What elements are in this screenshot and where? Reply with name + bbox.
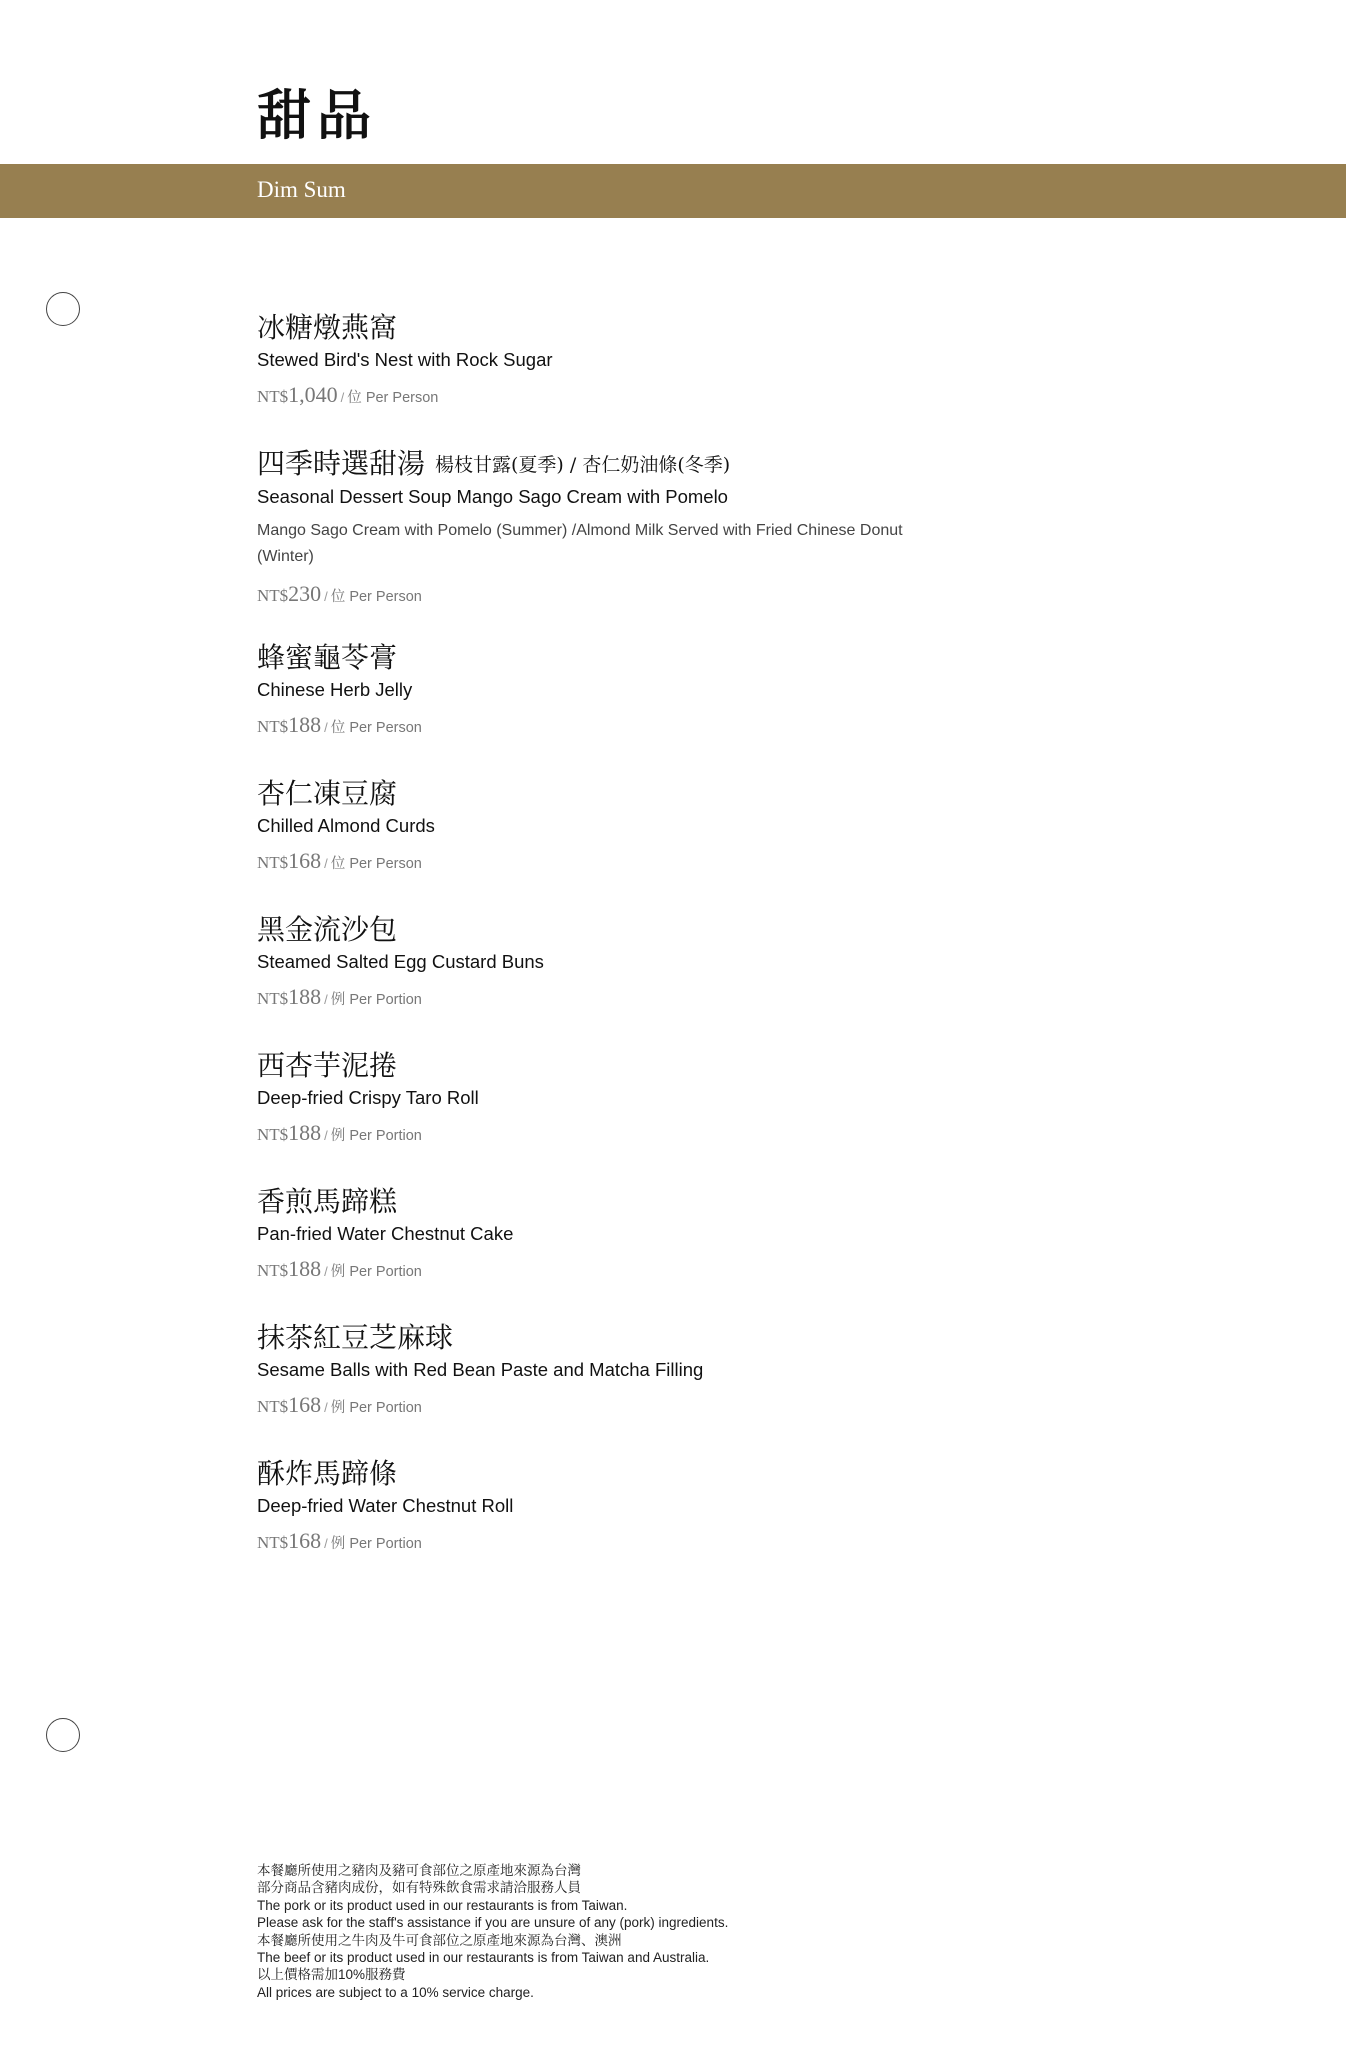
item-en-name: Chinese Herb Jelly	[257, 679, 413, 700]
footer-line: Please ask for the staff's assistance if you are unsure of any (pork) ingredients.	[257, 1915, 729, 1931]
item-description: Mango Sago Cream with Pomelo (Summer) /Almond Milk Served with Fried Chinese Donut (Winter)	[257, 522, 903, 565]
price-currency: NT$	[257, 1261, 289, 1280]
section-label: Dim Sum	[257, 177, 346, 202]
price-value: 1,040	[288, 382, 338, 407]
price-currency: NT$	[257, 1397, 289, 1416]
item-price: NT$230 / 位 Per Person	[257, 581, 422, 606]
binder-hole-bottom	[46, 1718, 80, 1752]
menu-item	[257, 1322, 1157, 1420]
item-zh-name: 香煎馬蹄糕	[257, 1185, 398, 1218]
price-value: 168	[288, 1528, 322, 1553]
binder-hole-top	[46, 292, 80, 326]
item-price: NT$188 / 例 Per Portion	[257, 984, 422, 1009]
item-price: NT$168 / 例 Per Portion	[257, 1528, 422, 1553]
price-currency: NT$	[257, 1533, 289, 1552]
item-price: NT$168 / 位 Per Person	[257, 848, 422, 873]
item-en-name: Deep-fried Crispy Taro Roll	[257, 1087, 479, 1108]
item-en-name: Sesame Balls with Red Bean Paste and Matcha Filling	[257, 1359, 704, 1380]
item-en-name: Pan-fried Water Chestnut Cake	[257, 1223, 514, 1244]
item-zh-subtitle: 楊枝甘露(夏季) / 杏仁奶油條(冬季)	[435, 454, 731, 476]
menu-item	[257, 312, 1157, 410]
price-unit: 位 Per Person	[330, 856, 422, 872]
item-en-name: Chilled Almond Curds	[257, 815, 435, 836]
price-unit: 位 Per Person	[330, 720, 422, 736]
price-value: 230	[288, 581, 322, 606]
menu-item	[257, 778, 1157, 876]
price-unit: 例 Per Portion	[330, 1264, 422, 1280]
footer-line: All prices are subject to a 10% service charge.	[257, 1984, 534, 2000]
price-unit: 位 Per Person	[330, 589, 422, 605]
footer-line: 以上價格需加10%服務費	[257, 1967, 406, 1983]
menu-item	[257, 914, 1157, 1012]
price-unit: 例 Per Portion	[330, 992, 422, 1008]
price-currency: NT$	[257, 853, 289, 872]
item-zh-name: 杏仁凍豆腐	[257, 777, 398, 810]
price-currency: NT$	[257, 586, 289, 605]
price-currency: NT$	[257, 387, 289, 406]
footer-line: The beef or its product used in our restaurants is from Taiwan and Australia.	[257, 1950, 710, 1966]
price-value: 188	[288, 1120, 322, 1145]
price-currency: NT$	[257, 1125, 289, 1144]
item-zh-name: 西杏芋泥捲	[257, 1049, 398, 1082]
footer-notes	[257, 1862, 1157, 2001]
item-price: NT$188 / 例 Per Portion	[257, 1256, 422, 1281]
price-value: 168	[288, 1392, 322, 1417]
footer-line: 部分商品含豬肉成份，如有特殊飲食需求請洽服務人員	[257, 1880, 581, 1896]
item-price: NT$188 / 位 Per Person	[257, 712, 422, 737]
item-en-name: Stewed Bird's Nest with Rock Sugar	[257, 349, 553, 370]
item-zh-name: 黑金流沙包	[257, 913, 398, 946]
item-en-name: Deep-fried Water Chestnut Roll	[257, 1495, 514, 1516]
price-unit: 例 Per Portion	[330, 1400, 422, 1416]
item-zh-name: 蜂蜜龜苓膏	[257, 641, 398, 674]
item-price: NT$188 / 例 Per Portion	[257, 1120, 422, 1145]
menu-item	[257, 1050, 1157, 1148]
section-band	[0, 164, 1346, 218]
price-unit: 例 Per Portion	[330, 1128, 422, 1144]
price-value: 168	[288, 848, 322, 873]
footer-line: The pork or its product used in our restaurants is from Taiwan.	[257, 1897, 628, 1913]
page-title: 甜品	[257, 83, 377, 147]
price-value: 188	[288, 984, 322, 1009]
item-zh-name	[257, 448, 1157, 481]
footer-line: 本餐廳所使用之牛肉及牛可食部位之原產地來源為台灣、澳洲	[257, 1932, 622, 1948]
menu-item	[257, 1458, 1157, 1556]
item-zh-name: 抹茶紅豆芝麻球	[257, 1321, 454, 1354]
item-price: NT$1,040 / 位 Per Person	[257, 382, 439, 407]
price-unit: 位 Per Person	[347, 390, 439, 406]
footer-line: 本餐廳所使用之豬肉及豬可食部位之原產地來源為台灣	[257, 1863, 581, 1878]
item-zh-title: 四季時選甜湯	[257, 447, 426, 480]
menu-item	[257, 1186, 1157, 1284]
price-currency: NT$	[257, 989, 289, 1008]
price-value: 188	[288, 1256, 322, 1281]
item-price: NT$168 / 例 Per Portion	[257, 1392, 422, 1417]
price-unit: 例 Per Portion	[330, 1536, 422, 1552]
menu-item	[257, 642, 1157, 740]
item-zh-name: 酥炸馬蹄條	[257, 1457, 398, 1490]
item-en-name: Seasonal Dessert Soup Mango Sago Cream with Pomelo	[257, 486, 728, 507]
item-en-name: Steamed Salted Egg Custard Buns	[257, 951, 544, 972]
price-value: 188	[288, 712, 322, 737]
price-currency: NT$	[257, 717, 289, 736]
item-zh-name: 冰糖燉燕窩	[257, 311, 398, 344]
menu-item	[257, 448, 1157, 609]
